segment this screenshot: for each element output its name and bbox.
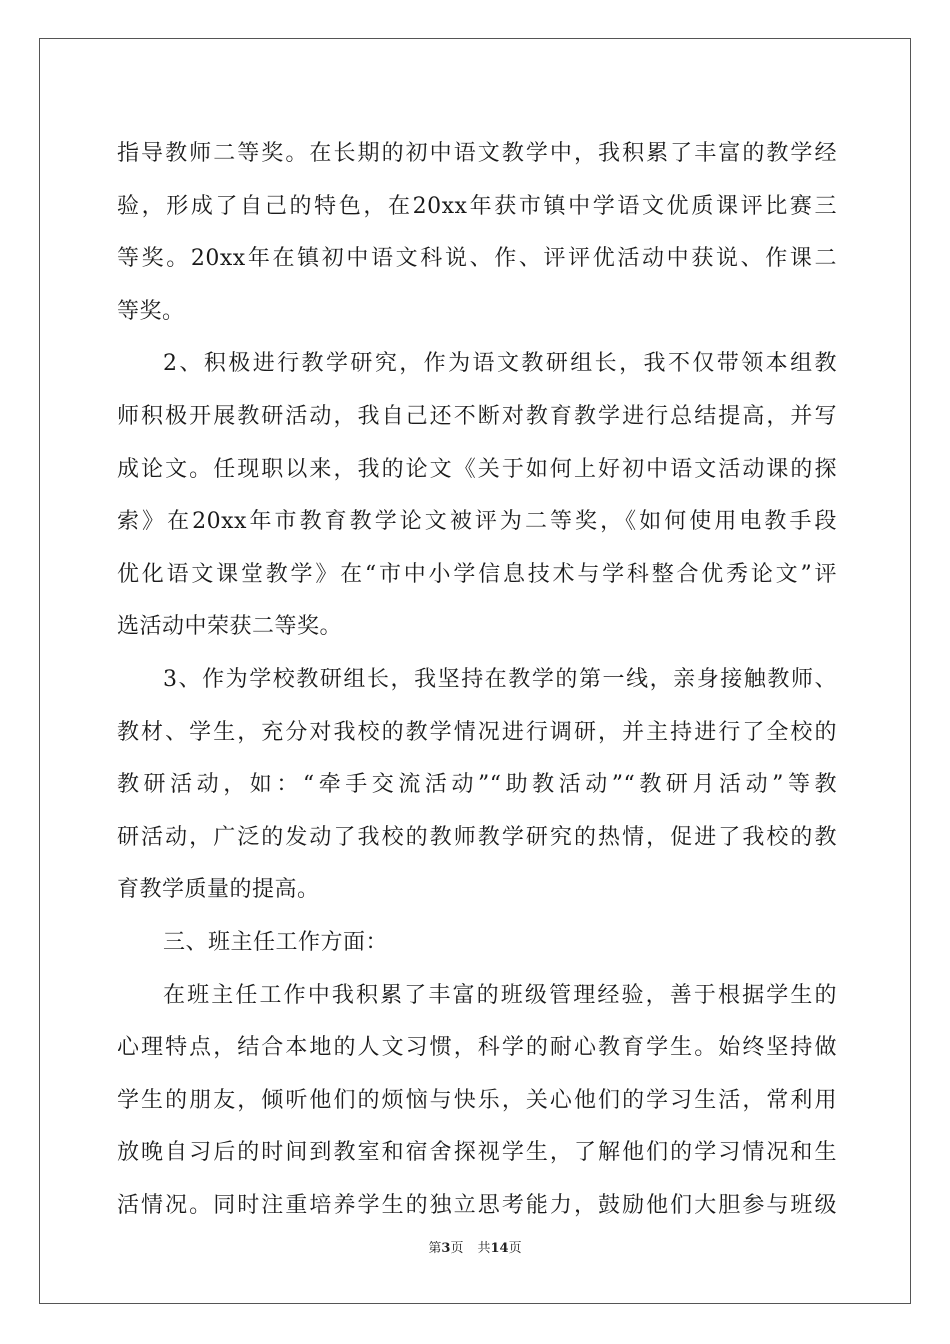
text-line-9: 优化语文课堂教学》在“市中小学信息技术与学科整合优秀论文”评 [117,561,837,587]
footer-total-prefix: 共 [477,1241,491,1256]
text-line-3: 等奖。20xx年在镇初中语文科说、作、评评优活动中获说、作课二 [117,246,837,272]
text-line-2: 验，形成了自己的特色，在20xx年获市镇中学语文优质课评比赛三 [117,193,837,219]
current-page-number: 3 [441,1241,451,1256]
paragraph-4-start: 在班主任工作中我积累了丰富的班级管理经验，善于根据学生的 [163,982,837,1008]
text-line-20: 放晚自习后的时间到教室和宿舍探视学生，了解他们的学习情况和生 [117,1140,837,1166]
text-line-12: 教材、学生，充分对我校的教学情况进行调研，并主持进行了全校的 [117,719,837,745]
text-line-4: 等奖。 [117,298,185,324]
text-line-7: 成论文。任现职以来，我的论文《关于如何上好初中语文活动课的探 [117,456,837,482]
text-line-14: 研活动，广泛的发动了我校的教师教学研究的热情，促进了我校的教 [117,824,837,850]
text-line-10: 选活动中荣获二等奖。 [117,614,343,640]
text-line-6: 师积极开展教研活动，我自己还不断对教育教学进行总结提高，并写 [117,403,837,429]
footer-prefix: 第 [428,1241,442,1256]
paragraph-2-start: 2、积极进行教学研究，作为语文教研组长，我不仅带领本组教 [163,351,837,377]
paragraph-3-start: 3、作为学校教研组长，我坚持在教学的第一线，亲身接触教师、 [163,666,837,692]
text-line-1: 指导教师二等奖。在长期的初中语文教学中，我积累了丰富的教学经 [117,141,837,166]
footer-total-suffix: 页 [508,1241,522,1256]
section-heading: 三、班主任工作方面： [163,929,389,955]
total-page-count: 14 [490,1241,509,1256]
text-line-13: 教研活动，如：“牵手交流活动”“助教活动”“教研月活动”等教 [117,772,837,798]
text-line-19: 学生的朋友，倾听他们的烦恼与快乐，关心他们的学习生活，常利用 [117,1087,837,1113]
page-footer [0,1240,950,1258]
text-line-8: 索》在20xx年市教育教学论文被评为二等奖，《如何使用电教手段 [117,509,837,535]
text-line-21: 活情况。同时注重培养学生的独立思考能力，鼓励他们大胆参与班级 [117,1192,837,1218]
text-line-18: 心理特点，结合本地的人文习惯，科学的耐心教育学生。始终坚持做 [117,1035,837,1061]
footer-page-suffix: 页 [450,1241,464,1256]
text-line-15: 育教学质量的提高。 [117,877,320,903]
document-body [117,128,837,1232]
